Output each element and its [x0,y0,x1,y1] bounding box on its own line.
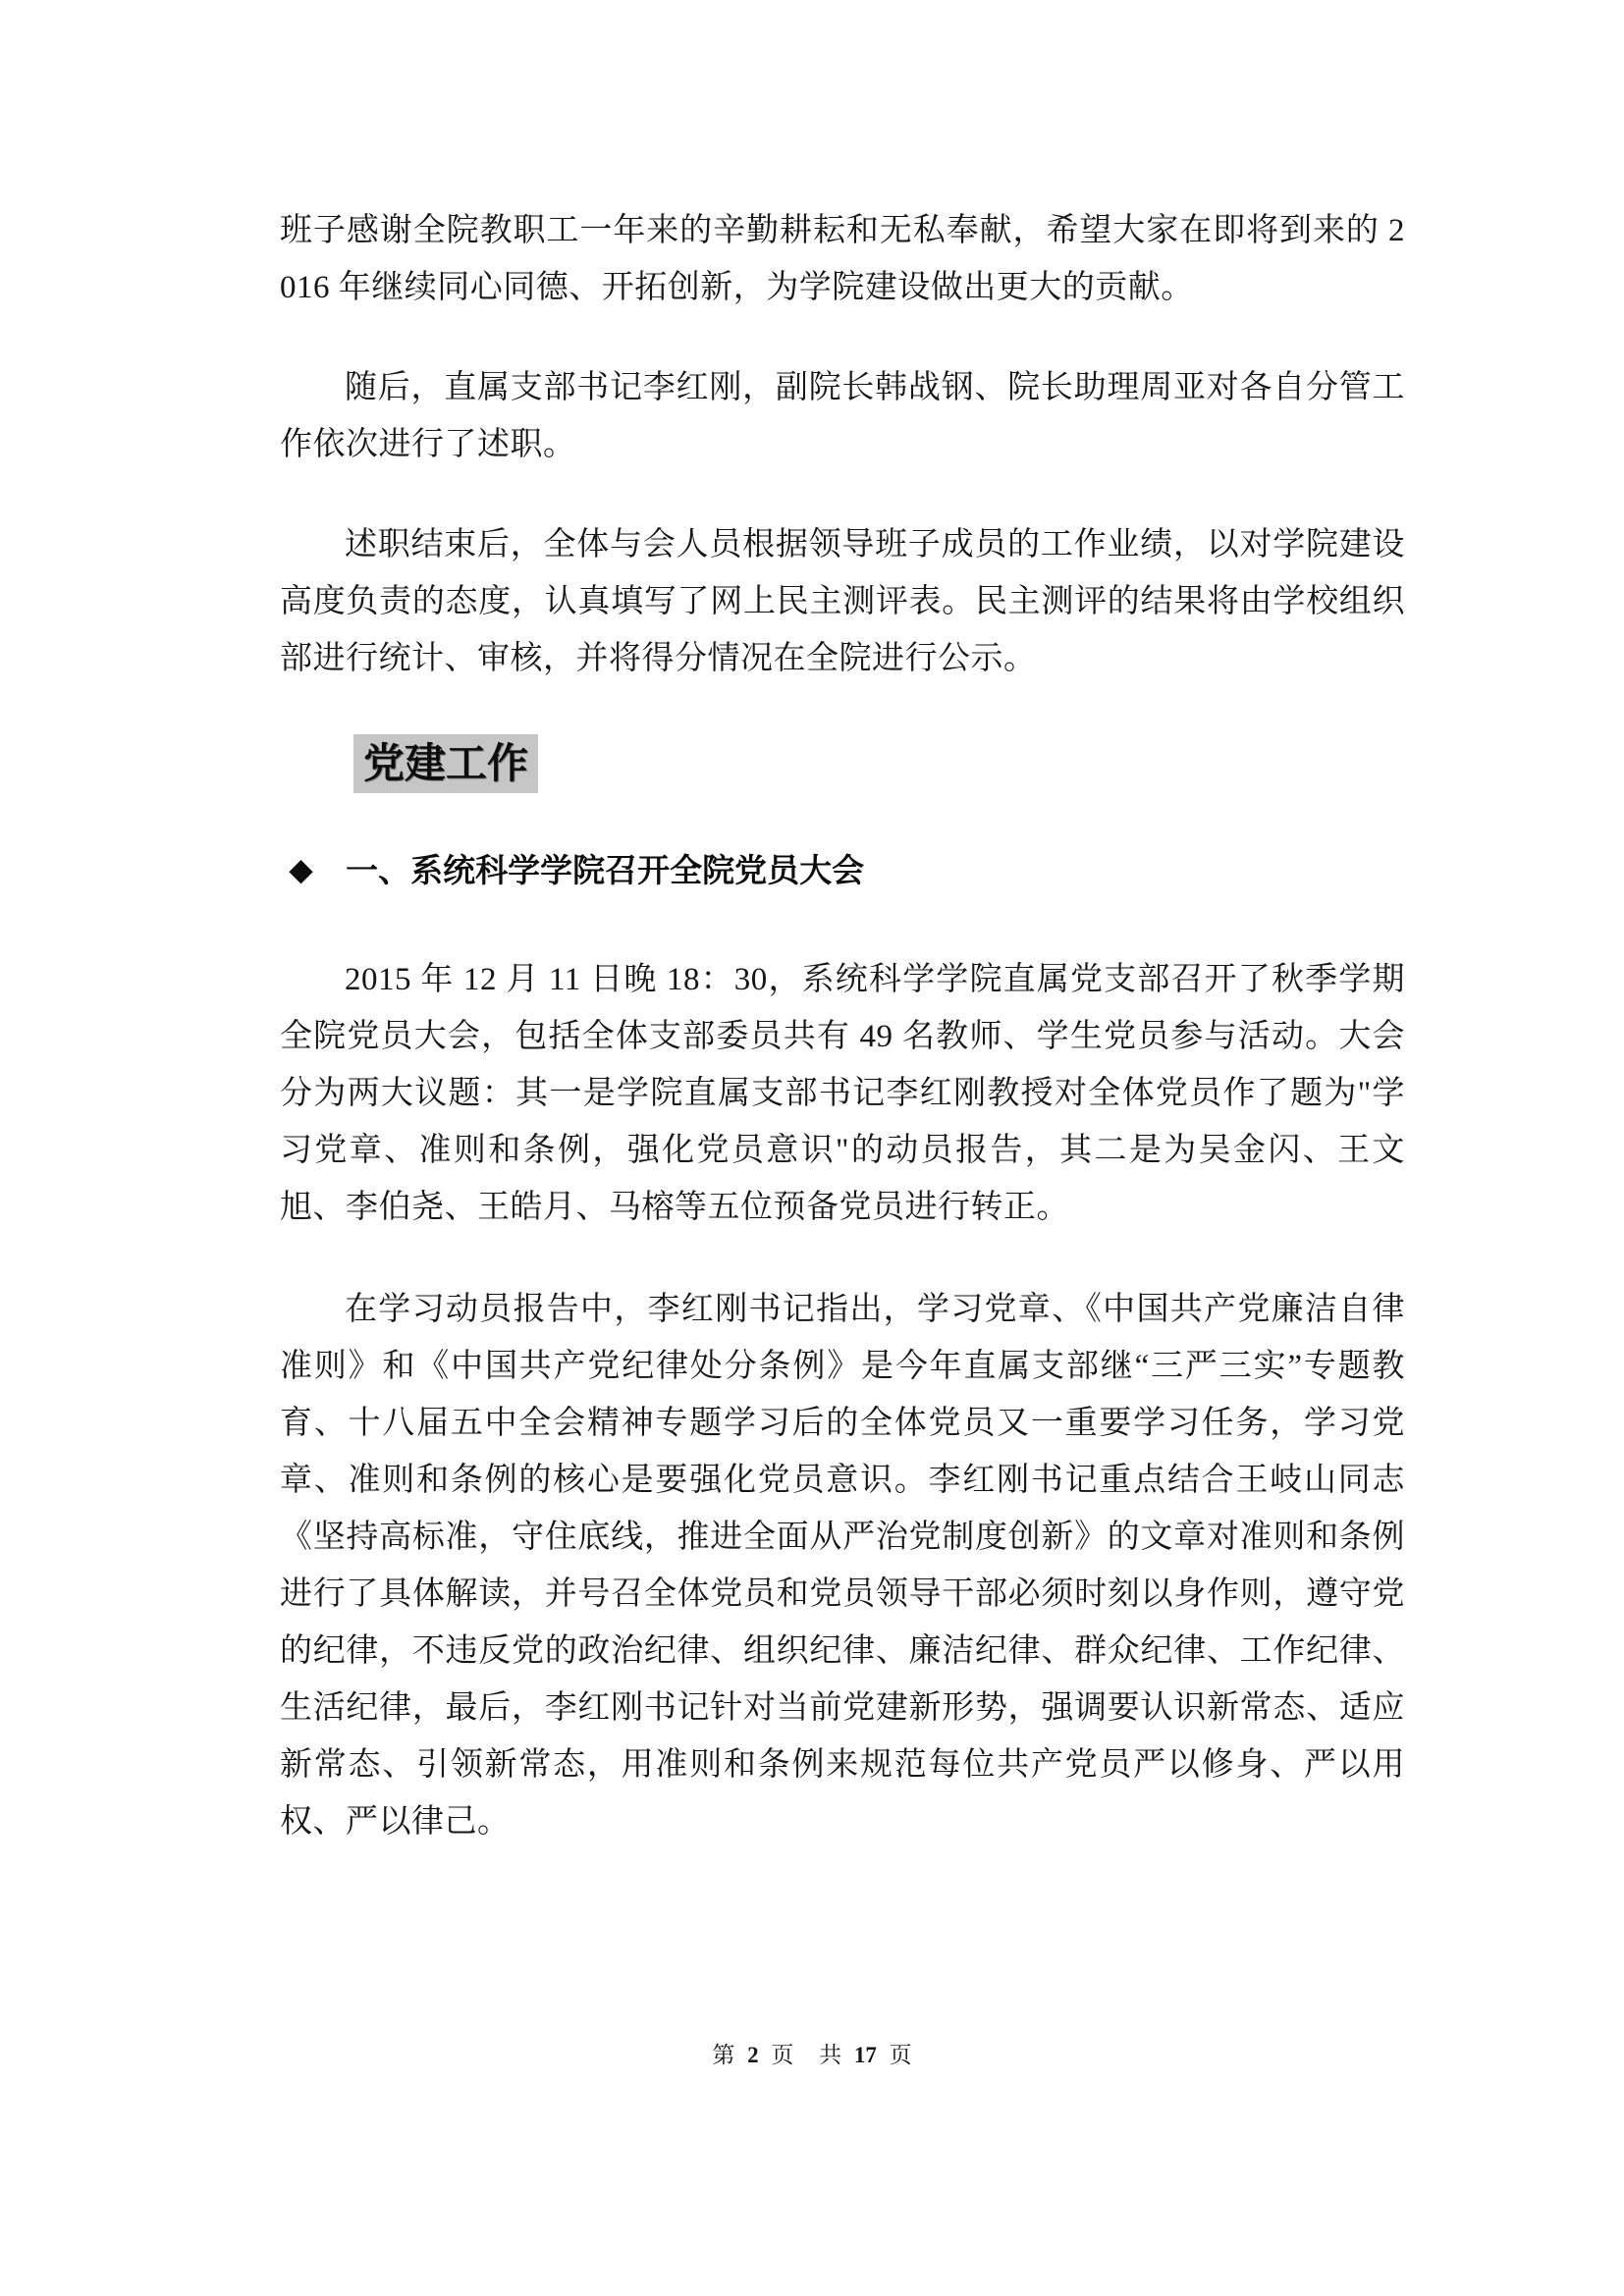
diamond-bullet-icon: ◆ [290,854,313,886]
body-paragraph: 班子感谢全院教职工一年来的辛勤耕耘和无私奉献，希望大家在即将到来的 2016 年继续同心同德、开拓创新，为学院建设做出更大的贡献。 [280,213,1405,305]
item-heading-text: 一、系统科学学院召开全院党员大会 [346,852,865,888]
footer-label-ye2: 页 [889,2043,912,2067]
section-heading-wrap [353,734,1405,793]
footer-total-pages: 17 [853,2043,877,2067]
section-heading-highlight: 党建工作 [353,734,538,793]
body-paragraph: 随后，直属支部书记李红刚，副院长韩战钢、院长助理周亚对各自分管工作依次进行了述职。 [280,370,1405,462]
document-body [280,202,1405,1850]
body-paragraph: 述职结束后，全体与会人员根据领导班子成员的工作业绩，以对学院建设高度负责的态度，认真填写了网上民主测评表。民主测评的结果将由学校组织部进行统计、审核，并将得分情况在全院进行公示。 [280,527,1405,676]
footer-label-ye: 页 [771,2043,794,2067]
footer-page-number: 2 [747,2043,759,2067]
item-heading [290,847,1405,894]
footer-label-di: 第 [712,2043,735,2067]
body-paragraph: 2015 年 12 月 11 日晚 18：30，系统科学学院直属党支部召开了秋季学期全院党员大会，包括全体支部委员共有 49 名教师、学生党员参与活动。大会分为两大议题：其一是学院直属支部书记李红刚教授对全体党员作了题为"学习党章、准则和条例，强化党员意识"的动员报告，其二是为吴金闪、王文旭、李伯尧、王皓月、马榕等五位预备党员进行转正。 [280,962,1405,1225]
footer-label-gong: 共 [819,2043,842,2067]
body-paragraph: 在学习动员报告中，李红刚书记指出，学习党章、《中国共产党廉洁自律准则》和《中国共产党纪律处分条例》是今年直属支部继“三严三实”专题教育、十八届五中全会精神专题学习后的全体党员又一重要学习任务，学习党章、准则和条例的核心是要强化党员意识。李红刚书记重点结合王岐山同志《坚持高标准，守住底线，推进全面从严治党制度创新》的文章对准则和条例进行了具体解读，并号召全体党员和党员领导干部必须时刻以身作则，遵守党的纪律，不违反党的政治纪律、组织纪律、廉洁纪律、群众纪律、工作纪律、生活纪律，最后，李红刚书记针对当前党建新形势，强调要认识新常态、适应新常态、引领新常态，用准则和条例来规范每位共产党员严以修身、严以用权、严以律己。 [280,1292,1405,1840]
page-footer [0,2037,1624,2069]
